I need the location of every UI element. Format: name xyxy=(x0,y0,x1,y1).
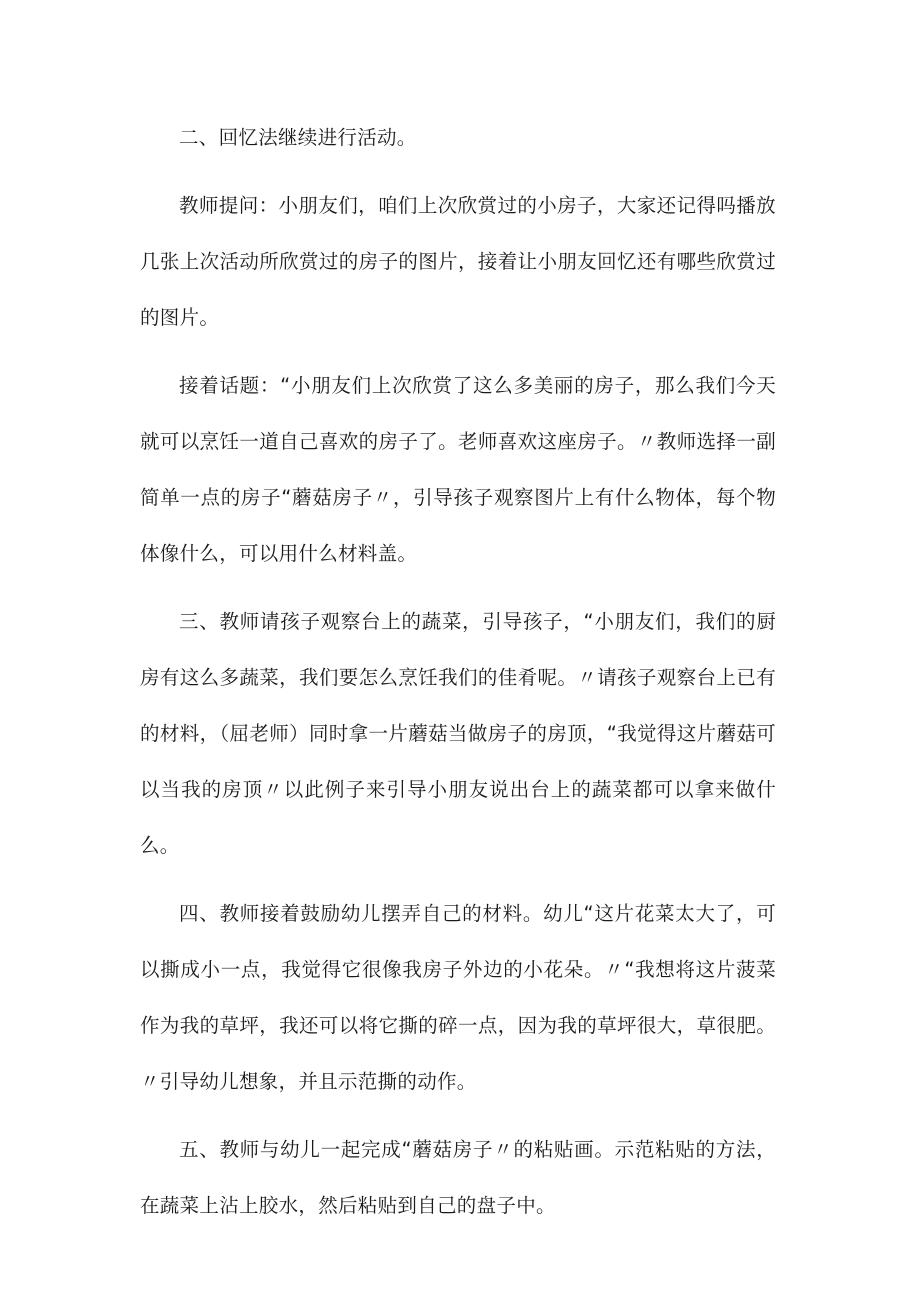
paragraph-topic-intro: 接着话题：“小朋友们上次欣赏了这么多美丽的房子，那么我们今天就可以烹饪一道自己喜欢的房子了。老师喜欢这座房子。〃教师选择一副简单一点的房子“蘑菇房子〃，引导孩子观察图片上有什么物体，每个物体像什么，可以用什么材料盖。 xyxy=(140,374,776,565)
paragraph-section-four: 四、教师接着鼓励幼儿摆弄自己的材料。幼儿“这片花菜太大了，可以撕成小一点，我觉得它很像我房子外边的小花朵。〃“我想将这片菠菜作为我的草坪，我还可以将它撕的碎一点，因为我的草坪很大，草很肥。〃引导幼儿想象，并且示范撕的动作。 xyxy=(140,902,776,1093)
paragraph-section-three: 三、教师请孩子观察台上的蔬菜，引导孩子，“小朋友们，我们的厨房有这么多蔬菜，我们要怎么烹饪我们的佳肴呢。〃请孩子观察台上已有的材料，（屈老师）同时拿一片蘑菇当做房子的房顶，“我觉得这片蘑菇可以当我的房顶〃以此例子来引导小朋友说出台上的蔬菜都可以拿来做什么。 xyxy=(140,610,776,857)
paragraph-teacher-question: 教师提问：小朋友们，咱们上次欣赏过的小房子，大家还记得吗播放几张上次活动所欣赏过的房子的图片，接着让小朋友回忆还有哪些欣赏过的图片。 xyxy=(140,194,776,329)
paragraph-section-five: 五、教师与幼儿一起完成“蘑菇房子〃的粘贴画。示范粘贴的方法，在蔬菜上沾上胶水，然后粘贴到自己的盘子中。 xyxy=(140,1138,776,1217)
paragraph-section-two-heading: 二、回忆法继续进行活动。 xyxy=(179,126,417,149)
document-page xyxy=(140,110,776,1246)
